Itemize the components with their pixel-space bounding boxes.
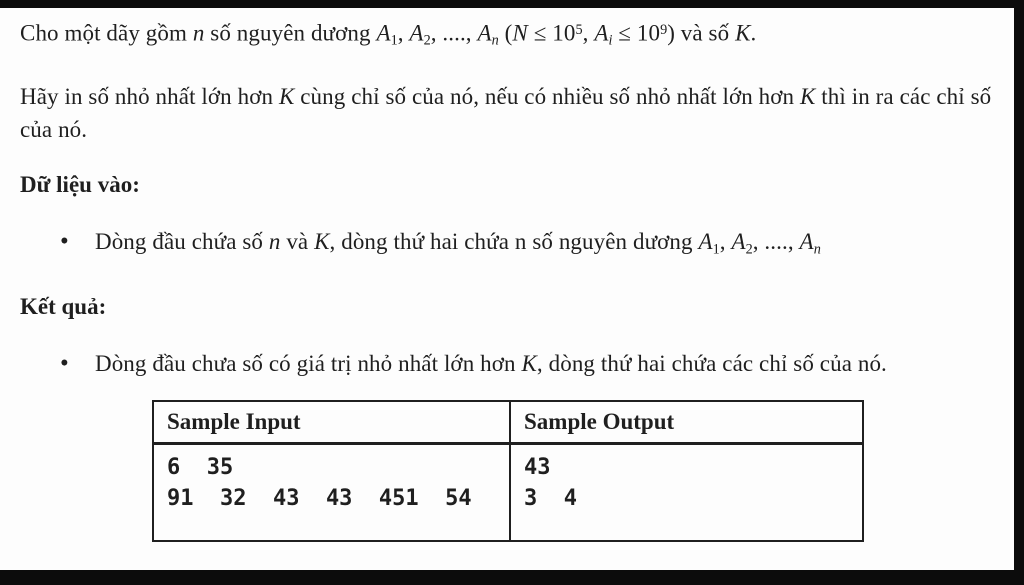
bullet-icon: • — [60, 349, 69, 377]
input-bullet-text: Dòng đầu chứa số n và K, dòng thứ hai chứa n số nguyên dương A1, A2, ...., An — [95, 228, 821, 257]
output-bullet-text: Dòng đầu chưa số có giá trị nhỏ nhất lớn hơn K, dòng thứ hai chứa các chỉ số của nó. — [95, 350, 887, 376]
output-section-heading: Kết quả: — [20, 293, 107, 319]
input-section-heading: Dữ liệu vào: — [20, 171, 140, 197]
sample-output-line-2: 3 4 — [524, 485, 577, 511]
sample-table-header-row — [153, 401, 863, 444]
bullet-icon: • — [60, 227, 69, 255]
output-bullet-item — [20, 347, 1000, 380]
problem-task-paragraph: Hãy in số nhỏ nhất lớn hơn K cùng chỉ số của nó, nếu có nhiều số nhỏ nhất lớn hơn K thì in ra các chỉ số của nó. — [20, 83, 992, 142]
sample-output-cell — [510, 443, 863, 541]
sample-output-header: Sample Output — [510, 401, 863, 444]
sample-input-line-2: 91 32 43 43 451 54 — [167, 485, 472, 511]
problem-intro-paragraph: Cho một dãy gồm n số nguyên dương A1, A2, ...., An ($N \le 10^5$, $Ai \le 10^9$) và số K. — [20, 20, 757, 49]
input-bullet-item — [20, 225, 1000, 266]
right-black-bar — [1014, 0, 1024, 585]
sample-input-header: Sample Input — [153, 401, 510, 444]
sample-table-data-row — [153, 443, 863, 541]
problem-statement — [0, 8, 1014, 542]
top-black-bar — [0, 0, 1024, 8]
sample-io-table — [152, 400, 864, 543]
sample-input-line-1: 6 35 — [167, 454, 234, 480]
sample-output-line-1: 43 — [524, 454, 551, 480]
sample-input-cell — [153, 443, 510, 541]
bottom-black-bar — [0, 570, 1024, 585]
